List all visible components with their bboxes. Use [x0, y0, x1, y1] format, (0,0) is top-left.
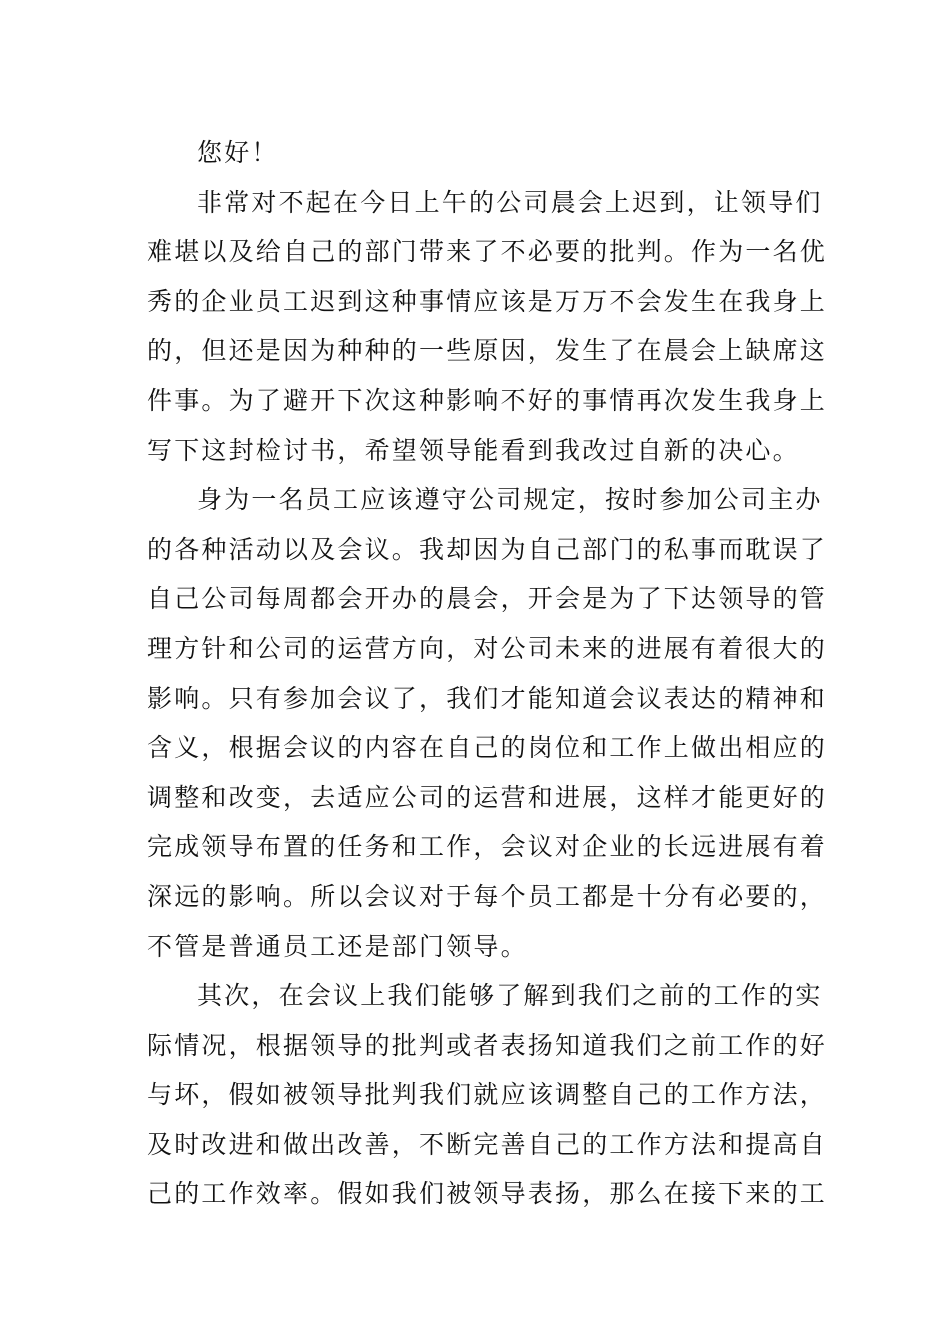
- letter-body: [147, 128, 828, 1219]
- paragraph-1-line-6: 写下这封检讨书，希望领导能看到我改过自新的决心。: [147, 435, 800, 465]
- paragraph-2-line-1: 身为一名员工应该遵守公司规定，按时参加公司主办: [197, 485, 823, 515]
- paragraph-1-line-1: 非常对不起在今日上午的公司晨会上迟到，让领导们: [197, 187, 823, 217]
- paragraph-3-line-5: 己的工作效率。假如我们被领导表扬，那么在接下来的工: [147, 1179, 828, 1209]
- paragraph-1-line-3: 秀的企业员工迟到这种事情应该是万万不会发生在我身上: [147, 286, 828, 316]
- paragraph-2-line-3: 自己公司每周都会开办的晨会，开会是为了下达领导的管: [147, 584, 828, 614]
- paragraph-1-line-5: 件事。为了避开下次这种影响不好的事情再次发生我身上: [147, 385, 828, 415]
- paragraph-3-line-2: 际情况，根据领导的批判或者表扬知道我们之前工作的好: [147, 1030, 828, 1060]
- paragraph-3-line-3: 与坏，假如被领导批判我们就应该调整自己的工作方法，: [147, 1080, 828, 1110]
- paragraph-2-line-8: 完成领导布置的任务和工作，会议对企业的长远进展有着: [147, 832, 828, 862]
- paragraph-2-line-9: 深远的影响。所以会议对于每个员工都是十分有必要的，: [147, 881, 828, 911]
- paragraph-2-line-5: 影响。只有参加会议了，我们才能知道会议表达的精神和: [147, 683, 828, 713]
- paragraph-3-line-1: 其次，在会议上我们能够了解到我们之前的工作的实: [197, 981, 823, 1011]
- paragraph-2-line-4: 理方针和公司的运营方向，对公司未来的进展有着很大的: [147, 633, 828, 663]
- paragraph-2-line-6: 含义，根据会议的内容在自己的岗位和工作上做出相应的: [147, 733, 828, 763]
- paragraph-1-line-4: 的，但还是因为种种的一些原因，发生了在晨会上缺席这: [147, 336, 828, 366]
- paragraph-2-line-10: 不管是普通员工还是部门领导。: [147, 931, 528, 961]
- paragraph-3-line-4: 及时改进和做出改善，不断完善自己的工作方法和提高自: [147, 1129, 828, 1159]
- paragraph-1-line-2: 难堪以及给自己的部门带来了不必要的批判。作为一名优: [147, 237, 828, 267]
- greeting-line: 您好！: [197, 138, 279, 167]
- paragraph-2-line-7: 调整和改变，去适应公司的运营和进展，这样才能更好的: [147, 782, 828, 812]
- paragraph-2-line-2: 的各种活动以及会议。我却因为自己部门的私事而耽误了: [147, 534, 828, 564]
